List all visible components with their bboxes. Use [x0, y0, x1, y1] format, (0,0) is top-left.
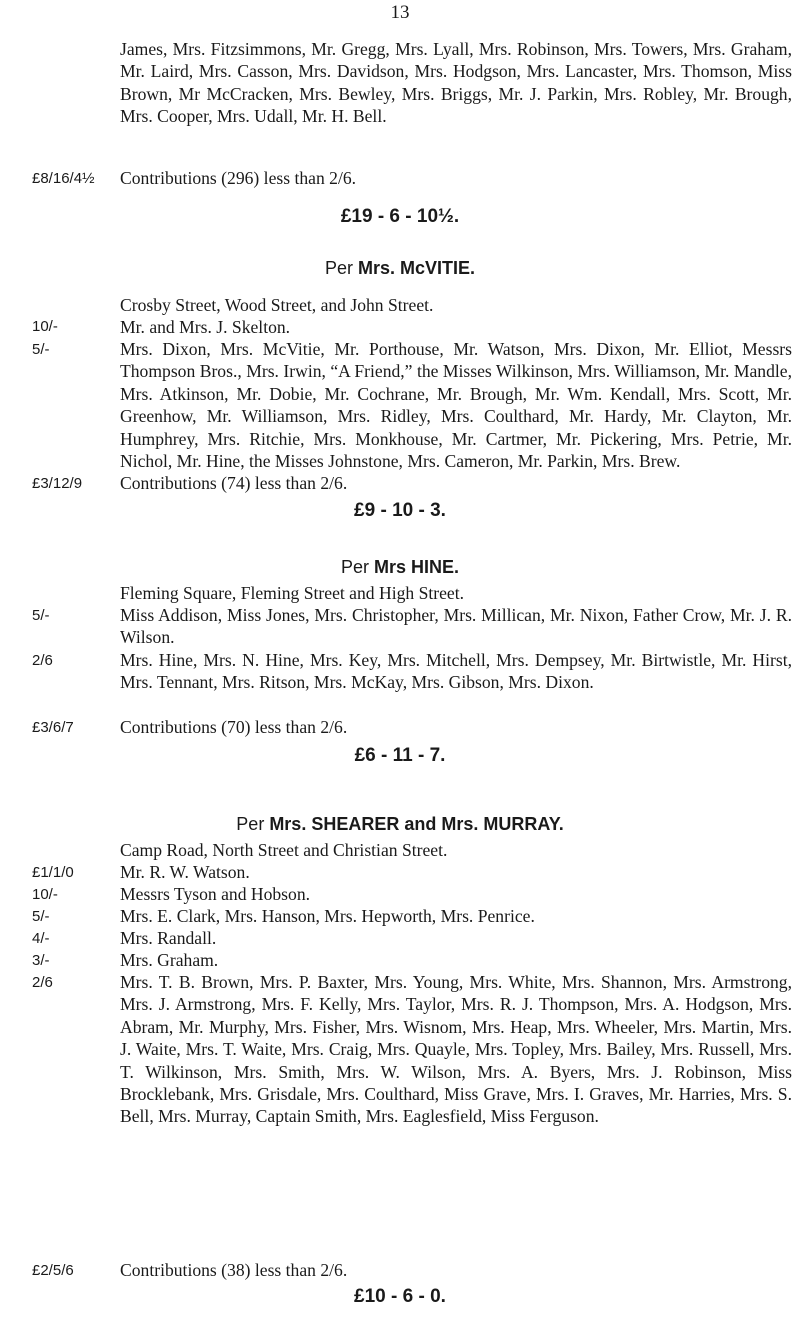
contributions-note: Contributions (38) less than 2/6. — [120, 1260, 348, 1280]
contributions-amount: £2/5/6 — [32, 1262, 74, 1279]
section-total: £19 - 6 - 10½. — [340, 206, 460, 227]
collector-name: Mrs HINE. — [373, 557, 460, 577]
collector-heading — [0, 258, 800, 279]
entry-donors: Mrs. E. Clark, Mrs. Hanson, Mrs. Hepworth, Mrs. Penrice. — [120, 906, 535, 926]
entry-amount: 5/- — [32, 341, 50, 358]
donor-list: Mrs. Hine, Mrs. N. Hine, Mrs. Key, Mrs. Mitchell, Mrs. Dempsey, Mr. Birtwistle, Mr. Hirst, Mrs. Tennant, Mrs. Ritson, Mrs. McKay, Mrs. Gibson, Mrs. Dixon. — [120, 650, 792, 693]
entry-amount: 5/- — [32, 908, 50, 925]
heading-prefix: Per — [236, 814, 270, 834]
streets-line: Fleming Square, Fleming Street and High Street. — [120, 583, 465, 603]
entry-donors: Mr. and Mrs. J. Skelton. — [120, 317, 291, 337]
entry-amount: 2/6 — [32, 974, 53, 991]
entry-amount: 3/- — [32, 952, 50, 969]
contributions-note: Contributions (74) less than 2/6. — [120, 473, 348, 493]
contributions-note: Contributions (296) less than 2/6. — [120, 168, 357, 188]
entry-amount: 10/- — [32, 886, 58, 903]
streets-line: Crosby Street, Wood Street, and John Street. — [120, 295, 434, 315]
entry-donors: Mrs. Graham. — [120, 950, 219, 970]
heading-prefix: Per — [340, 557, 374, 577]
contributions-note: Contributions (70) less than 2/6. — [120, 717, 348, 737]
contributions-amount: £3/6/7 — [32, 719, 74, 736]
entry-donors: Mrs. Randall. — [120, 928, 217, 948]
section-total: £6 - 11 - 7. — [354, 745, 446, 766]
donor-list: Mrs. Dixon, Mrs. McVitie, Mr. Porthouse, Mr. Watson, Mrs. Dixon, Mr. Elliot, Messrs Thompson Bros., Mrs. Irwin, “A Friend,” the Misses Wilkinson, Mrs. Williamson, Mr. Mandle, Mrs. Atkinson, Mr. Dobie, Mr. Cochrane, Mr. Brough, Mr. Wm. Kendall, Mrs. Scott, Mr. Greenhow, Mr. Williamson, Mrs. Ridley, Mrs. Coulthard, Mr. Hardy, Mr. Clayton, Mr. Humphrey, Mrs. Ritchie, Mrs. Monkhouse, Mr. Cartmer, Mr. Pickering, Mrs. Petrie, Mr. Nichol, Mr. Hine, the Misses Johnstone, Mrs. Cameron, Mr. Parkin, Mrs. Brew. — [120, 339, 792, 472]
donor-list: Mrs. T. B. Brown, Mrs. P. Baxter, Mrs. Young, Mrs. White, Mrs. Shannon, Mrs. Armstrong, Mrs. J. Armstrong, Mrs. F. Kelly, Mrs. Taylor, Mrs. R. J. Thompson, Mrs. A. Hodgson, Mrs. Abram, Mr. Murphy, Mrs. Fisher, Mrs. Wisnom, Mrs. Heap, Mrs. Wheeler, Mrs. Martin, Mrs. J. Waite, Mrs. T. Waite, Mrs. Craig, Mrs. Quayle, Mrs. Topley, Mrs. Bailey, Mrs. Russell, Mrs. T. Wilkinson, Mrs. Smith, Mrs. W. Wilson, Mrs. A. Byers, Mrs. J. Robinson, Miss Brocklebank, Mrs. Grisdale, Mrs. Coulthard, Miss Grave, Mrs. I. Graves, Mr. Harries, Mrs. S. Bell, Mrs. Murray, Captain Smith, Mrs. Eaglesfield, Miss Ferguson. — [120, 972, 792, 1127]
page-number: 13 — [390, 2, 410, 23]
entry-amount: £1/1/0 — [32, 864, 74, 881]
streets-line: Camp Road, North Street and Christian Street. — [120, 840, 448, 860]
contributions-amount: £3/12/9 — [32, 475, 83, 492]
collector-name: Mrs. McVITIE. — [357, 258, 476, 278]
section-total: £10 - 6 - 0. — [354, 1286, 446, 1307]
entry-amount: 10/- — [32, 318, 58, 335]
contributions-amount: £8/16/4½ — [32, 170, 95, 187]
entry-donors: Messrs Tyson and Hobson. — [120, 884, 311, 904]
donor-list: James, Mrs. Fitzsimmons, Mr. Gregg, Mrs. Lyall, Mrs. Robinson, Mrs. Towers, Mrs. Graham, Mr. Laird, Mrs. Casson, Mrs. Davidson, Mrs. Hodgson, Mrs. Lancaster, Mrs. Thomson, Miss Brown, Mr McCracken, Mrs. Bewley, Mrs. Briggs, Mr. J. Parkin, Mrs. Robley, Mr. Brough, Mrs. Cooper, Mrs. Udall, Mr. H. Bell. — [120, 39, 792, 127]
entry-donors: Mr. R. W. Watson. — [120, 862, 250, 882]
entry-amount: 4/- — [32, 930, 50, 947]
collector-heading — [0, 814, 800, 835]
collector-name: Mrs. SHEARER and Mrs. MURRAY. — [269, 814, 564, 834]
entry-amount: 2/6 — [32, 652, 53, 669]
donor-list: Miss Addison, Miss Jones, Mrs. Christopher, Mrs. Millican, Mr. Nixon, Father Crow, Mr. J. R. Wilson. — [120, 605, 792, 648]
entry-amount: 5/- — [32, 607, 50, 624]
section-total: £9 - 10 - 3. — [354, 500, 446, 521]
heading-prefix: Per — [324, 258, 358, 278]
collector-heading — [0, 557, 800, 578]
